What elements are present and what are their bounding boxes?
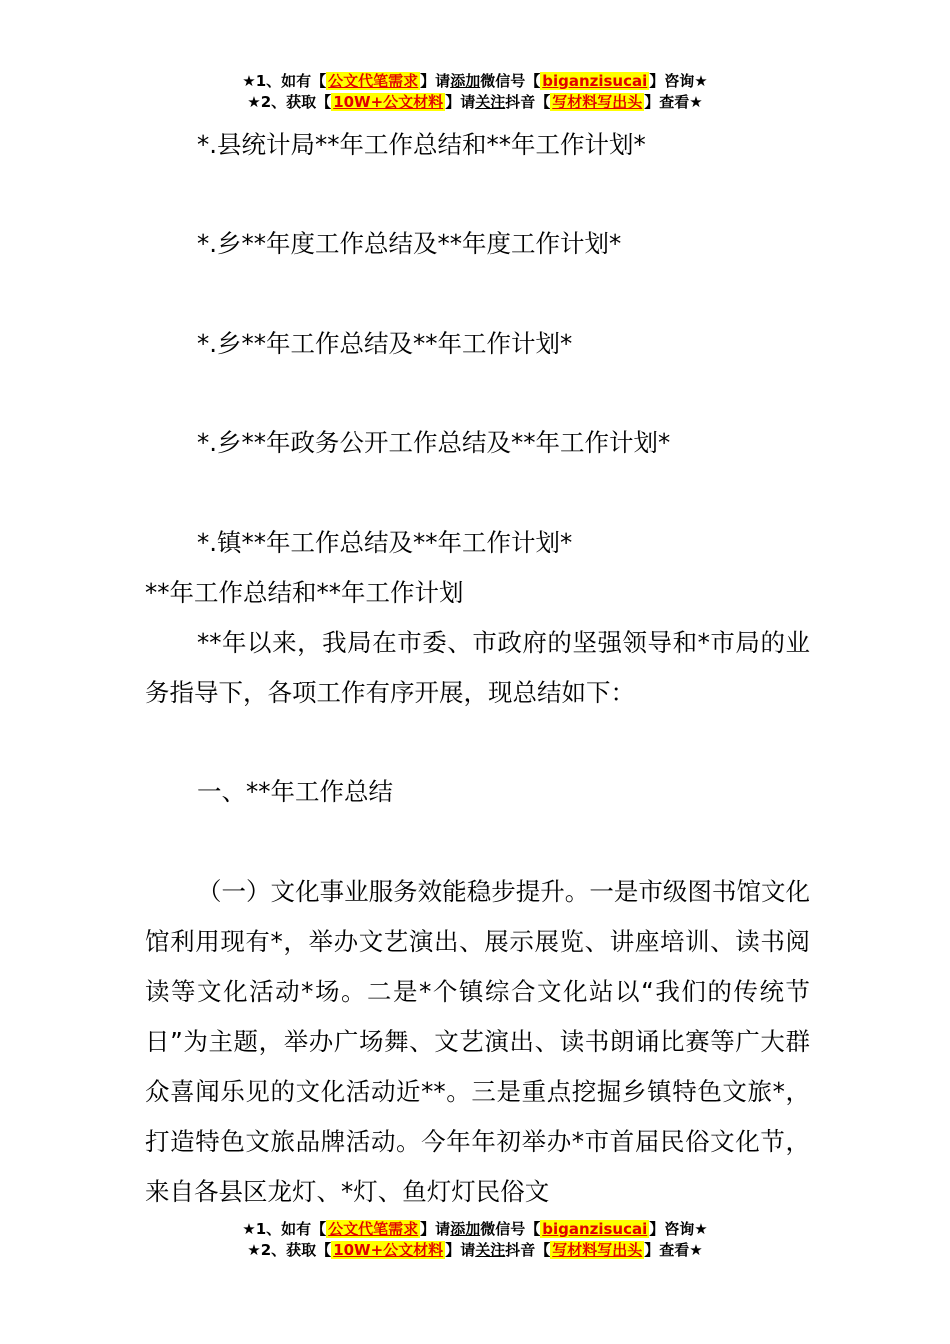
highlight-douyin: 写材料写出头 — [552, 93, 643, 111]
banner-text: 】请 — [420, 1220, 451, 1238]
banner-text: ★1、如有【 — [242, 72, 327, 90]
banner-text: ★2、获取【 — [247, 93, 332, 111]
toc-item: *.乡**年度工作总结及**年度工作计划* — [197, 229, 622, 258]
banner-text: 】请 — [445, 93, 476, 111]
banner-text: ★2、获取【 — [247, 1241, 332, 1259]
banner-text: 】咨询★ — [649, 1220, 708, 1238]
banner-underlined: 关注 — [475, 93, 506, 111]
banner-underlined: 添加 — [450, 1220, 481, 1238]
body-paragraph: （一）文化事业服务效能稳步提升。一是市级图书馆文化馆利用现有*，举办文艺演出、展示展览、讲座培训、读书阅读等文化活动*场。二是*个镇综合文化站以“我们的传统节日”为主题，举办广场舞、文艺演出、读书朗诵比赛等广大群众喜闻乐见的文化活动近**。三是重点挖掘乡镇特色文旅*，打造特色文旅品牌活动。今年年初举办*市首届民俗文化节，来自各县区龙灯、*灯、鱼灯灯民俗文 — [145, 877, 810, 1206]
banner-line-2 — [0, 1240, 950, 1261]
highlight-materials: 10W+公文材料 — [333, 1241, 444, 1259]
section-heading: 一、**年工作总结 — [197, 777, 393, 806]
banner-text: 微信号【 — [480, 1220, 541, 1238]
intro-paragraph: **年以来，我局在市委、市政府的坚强领导和*市局的业务指导下，各项工作有序开展，现总结如下： — [145, 628, 810, 707]
highlight-wechat-id: biganzisucai — [542, 1220, 648, 1238]
banner-underlined: 添加 — [450, 72, 481, 90]
bottom-banner — [0, 1219, 950, 1261]
highlight-service: 公文代笔需求 — [328, 1220, 419, 1238]
banner-text: 】查看★ — [644, 1241, 703, 1259]
highlight-douyin: 写材料写出头 — [552, 1241, 643, 1259]
banner-line-2 — [0, 92, 950, 113]
banner-text: 】查看★ — [644, 93, 703, 111]
banner-text: 】请 — [420, 72, 451, 90]
toc-item: *.县统计局**年工作总结和**年工作计划* — [197, 130, 646, 159]
top-banner — [0, 71, 950, 113]
toc-item: *.镇**年工作总结及**年工作计划* — [197, 528, 573, 557]
banner-text: 】咨询★ — [649, 72, 708, 90]
banner-line-1 — [0, 1219, 950, 1240]
banner-text: 抖音【 — [505, 1241, 551, 1259]
highlight-materials: 10W+公文材料 — [333, 93, 444, 111]
banner-text: 微信号【 — [480, 72, 541, 90]
highlight-wechat-id: biganzisucai — [542, 72, 648, 90]
banner-underlined: 关注 — [475, 1241, 506, 1259]
toc-item: *.乡**年政务公开工作总结及**年工作计划* — [197, 428, 671, 457]
banner-line-1 — [0, 71, 950, 92]
banner-text: 】请 — [445, 1241, 476, 1259]
doc-title: **年工作总结和**年工作计划 — [145, 578, 464, 607]
banner-text: ★1、如有【 — [242, 1220, 327, 1238]
toc-item: *.乡**年工作总结及**年工作计划* — [197, 329, 573, 358]
highlight-service: 公文代笔需求 — [328, 72, 419, 90]
banner-text: 抖音【 — [505, 93, 551, 111]
